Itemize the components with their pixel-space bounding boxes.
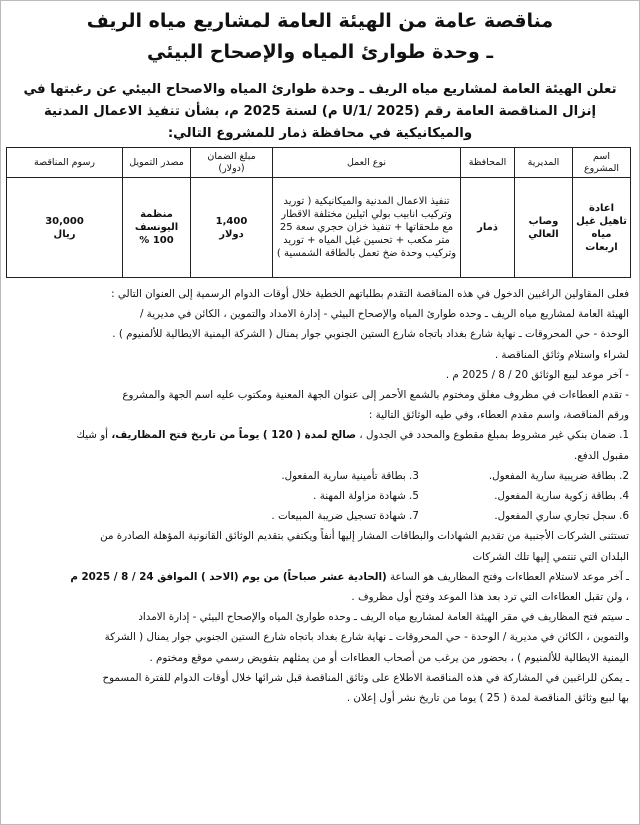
body-line: والتموين ، الكائن في مديرية / الوحدة - حي المحروقات ـ نهاية شارع بغداد باتجاه شارع الستين الجنوبي جوار يمنال ( الشركة xyxy=(104,631,629,644)
cell-guarantee xyxy=(191,178,273,278)
body-line: مقبول الدفع. xyxy=(574,449,629,462)
document-item-7: 7. شهادة تسجيل ضريبة المبيعات . xyxy=(271,510,419,523)
table-header-row xyxy=(7,148,631,178)
table-row xyxy=(7,178,631,278)
funding-pct: 100 % xyxy=(139,235,174,246)
header-directorate: المديرية xyxy=(515,148,573,178)
intro-line: إنزال المناقصة العامة رقم (U/1/ 2025 م) لسنة 2025 م، بشأن تنفيذ الاعمال المدنية xyxy=(43,104,597,119)
guarantee-amount: 1,400 xyxy=(215,215,248,227)
tender-table xyxy=(6,147,631,278)
document-item-5: 5. شهادة مزاولة المهنة . xyxy=(313,490,419,503)
document-row xyxy=(11,486,629,506)
submission-deadline xyxy=(11,567,629,587)
body-line: فعلى المقاولين الراغبين الدخول في هذه المناقصة التقدم بطلباتهم الخطية خلال أوقات الدوام الرسمية إلى العنوان التالي : xyxy=(111,288,629,300)
body-line: ـ يمكن للراغبين في المشاركة في هذه المناقصة الاطلاع على وثائق المناقصة قبل شرائها خلال أوقات الدوام للفترة المسموح xyxy=(102,671,629,684)
notice-subtitle: ـ وحدة طوارئ المياه والإصحاح البيئي xyxy=(147,41,493,63)
deadline-date: (الحادية عشر صباحاً) من يوم (الاحد ) الموافق 24 / 8 / 2025 م xyxy=(70,570,387,583)
body-line: اليمنية الايطالية للألمنيوم ) ، بحضور من يرغب من أصحاب العطاءات أو من يمثلهم بتفويض رسمي موقع ومختوم . xyxy=(149,651,629,664)
header-project: اسم المشروع xyxy=(573,148,631,178)
guarantee-unit: دولار xyxy=(219,228,244,240)
body-line: ـ سيتم فتح المظاريف في مقر الهيئة العامة لمشاريع مياه الريف ـ وحده طوارئ المياه والإصحاح البيئي - إدارة الامداد xyxy=(138,611,629,624)
body-line: بها لبيع وثائق المناقصة لمدة ( 25 ) يوما من تاريخ نشر أول إعلان . xyxy=(346,692,629,705)
body-line: ورقم المناقصة، واسم مقدم العطاء، وفي طيه الوثائق التالية : xyxy=(368,409,629,422)
doc1-part: 1. ضمان بنكي غير مشروط بمبلغ مقطوع والمحدد في الجدول ، xyxy=(359,429,629,442)
sale-deadline: - آخر موعد لبيع الوثائق 20 / 8 / 2025 م . xyxy=(445,368,629,381)
intro-paragraph xyxy=(9,79,631,145)
body-line: البلدان التي تنتمي إليها تلك الشركات xyxy=(472,550,629,563)
notice-title: مناقصة عامة من الهيئة العامة لمشاريع مياه الريف xyxy=(86,10,554,32)
cell-fees xyxy=(7,178,123,278)
intro-line: والميكانيكية في محافظة ذمار للمشروع التالي: xyxy=(167,126,473,141)
fees-unit: ريال xyxy=(53,228,76,240)
cell-project: اعادة تاهيل غيل مياه اربعات xyxy=(573,178,631,278)
deadline-part: ـ آخر موعد لاستلام العطاءات وفتح المظاريف هو الساعة xyxy=(390,570,629,583)
document-row xyxy=(11,506,629,526)
header-funding: مصدر التمويل xyxy=(123,148,191,178)
fees-amount: 30,000 xyxy=(45,215,84,227)
notice-body xyxy=(9,284,631,708)
header-fees: رسوم المناقصة xyxy=(7,148,123,178)
body-line: تستثنى الشركات الأجنبية من تقديم الشهادات والبطاقات المشار إليها أنفاً ويكتفي بتقديم الوثائق القانونية المؤهلة الصادرة من xyxy=(100,530,629,543)
funding-org: منظمة اليونسف xyxy=(134,209,179,233)
header-guarantee: مبلغ الضمان (دولار) xyxy=(191,148,273,178)
body-line: - تقدم العطاءات في مظروف مغلق ومختوم بالشمع الأحمر إلى عنوان الجهة المعنية ومكتوب عليه اسم الجهة والمشروع xyxy=(122,389,629,402)
document-item-2: 2. بطاقة ضريبية سارية المفعول. xyxy=(488,469,629,482)
cell-governorate: ذمار xyxy=(461,178,515,278)
document-item-4: 4. بطاقة زكوية سارية المفعول. xyxy=(494,490,629,503)
doc1-part: أو شيك xyxy=(76,429,109,442)
document-item-6: 6. سجل تجاري ساري المفعول. xyxy=(494,510,629,523)
header-work-type: نوع العمل xyxy=(273,148,461,178)
doc1-validity: صالح لمدة ( 120 ) يوماً من تاريخ فتح المظاريف، xyxy=(111,429,357,442)
cell-funding xyxy=(123,178,191,278)
header-governorate: المحافظة xyxy=(461,148,515,178)
cell-directorate: وصاب العالي xyxy=(515,178,573,278)
body-line: لشراء واستلام وثائق المناقصة . xyxy=(494,348,629,361)
body-line: الهيئة العامة لمشاريع مياه الريف ـ وحده طوارئ المياه والإصحاح البيئي - إدارة الامداد والتموين ، الكائن في مديرية / xyxy=(139,308,629,321)
body-line: ، ولن تقبل العطاءات التي ترد بعد هذا الموعد وفتح أول مظروف . xyxy=(351,591,629,604)
intro-line: تعلن الهيئة العامة لمشاريع مياه الريف ـ وحدة طوارئ المياه والاصحاح البيئي عن رغبتها في xyxy=(23,82,617,97)
cell-work-type: تنفيذ الاعمال المدنية والميكانيكية ( توريد وتركيب انابيب بولي اثيلين مختلفة الاقطار مع ملحقاتها + تنفيذ خزان حجري سعة 25 متر مكعب + تحسين غيل المياه + توريد وتركيب وحدة ضخ تعمل بالطاقة الشمسية ) xyxy=(273,178,461,278)
body-line: الوحدة - حي المحروقات ـ نهاية شارع بغداد باتجاه شارع الستين الجنوبي جوار يمنال ( الشركة اليمنية الايطالية للألمنيوم ) . xyxy=(112,328,629,341)
document-item-3: 3. بطاقة تأمينية سارية المفعول. xyxy=(281,469,419,482)
document-row xyxy=(11,466,629,486)
document-item-1 xyxy=(11,425,629,445)
